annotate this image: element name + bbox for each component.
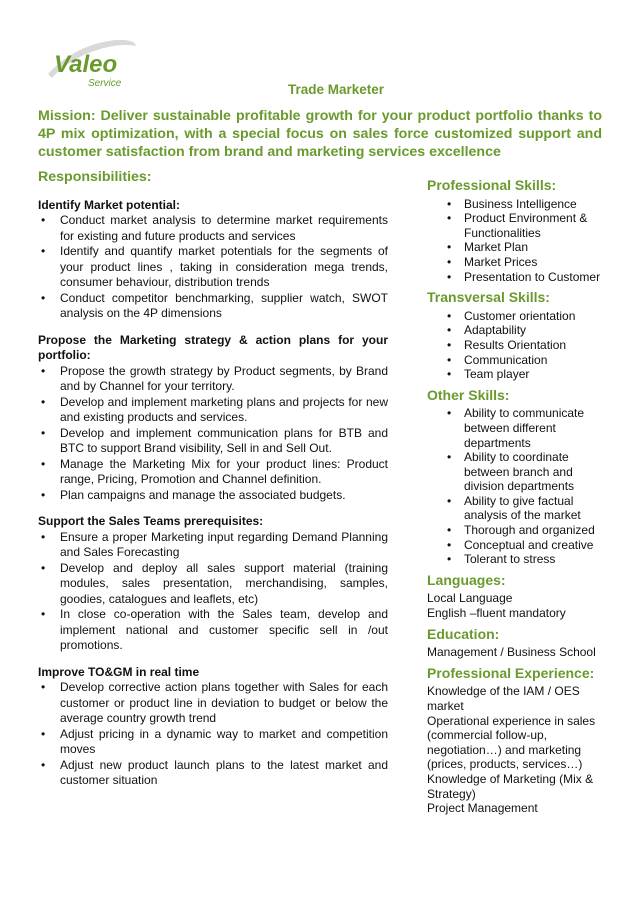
languages-line: Local Language (427, 591, 513, 606)
list-item: • Business Intelligence (447, 197, 607, 212)
languages-line: English –fluent mandatory (427, 606, 566, 621)
list-item: • Product Environment & Functionalities (447, 211, 607, 240)
responsibilities-column (38, 170, 388, 800)
list-item: • Develop and implement marketing plans and projects for new and existing products and services. (38, 395, 388, 426)
experience-line: Knowledge of Marketing (Mix & Strategy) (427, 771, 594, 801)
education-line: Management / Business School (427, 645, 596, 660)
list-item: • Propose the growth strategy by Product segments, by Brand and by Channel for your territory. (38, 364, 388, 395)
list-item: • Adjust new product launch plans to the latest market and customer situation (38, 758, 388, 789)
page-title: Trade Marketer (287, 82, 385, 97)
professional-skills (427, 178, 607, 284)
section-title: Improve TO&GM in real time (38, 664, 200, 679)
section-title: Propose the Marketing strategy & action plans for your portfolio: (38, 332, 388, 362)
skills-column (427, 178, 607, 822)
section-title: Support the Sales Teams prerequisites: (38, 514, 264, 528)
list-item: • Ability to coordinate between branch and division departments (447, 450, 607, 494)
responsibilities-heading: Responsibilities: (38, 169, 152, 185)
section-marketing-strategy (38, 333, 388, 504)
list-item: • Adaptability (447, 323, 607, 338)
list-item: • Presentation to Customer (447, 270, 607, 285)
transversal-skills (427, 290, 607, 382)
list-item: • Develop and deploy all sales support material (training modules, sales presentation, merchandising, samples, goodies, catalogues and leaflets, etc) (38, 561, 388, 608)
list-item: • Develop and implement communication plans for BTB and BTC to support Brand visibility, Sell in and Sell Out. (38, 426, 388, 457)
section-support-sales (38, 514, 388, 654)
languages-heading: Languages: (427, 571, 506, 588)
section-identify-market (38, 198, 388, 322)
other-skills-heading: Other Skills: (427, 386, 510, 403)
list-item: • Ability to give factual analysis of the market (447, 494, 607, 523)
list-item: • Tolerant to stress (447, 552, 607, 567)
logo-brand: Valeo (54, 51, 118, 78)
experience-line: Operational experience in sales (commercial follow-up, negotiation…) and marketing (prices, products, services…) (427, 713, 596, 772)
experience-line: Project Management (427, 801, 538, 816)
list-item: • Market Prices (447, 255, 607, 270)
professional-skills-heading: Professional Skills: (427, 177, 557, 193)
list-item: • Market Plan (447, 240, 607, 255)
education (427, 627, 607, 660)
transversal-skills-heading: Transversal Skills: (427, 289, 550, 306)
experience-line: Knowledge of the IAM / OES market (427, 684, 580, 713)
experience-heading: Professional Experience: (427, 664, 595, 681)
list-item: • Team player (447, 367, 607, 382)
education-heading: Education: (427, 625, 500, 642)
list-item: • Ability to communicate between different departments (447, 406, 607, 450)
mission-statement: Mission: Deliver sustainable profitable growth for your product portfolio thanks to 4P mix optimization, with a special focus on sales force customized support and customer satisfaction from brand and marketing services excellence (38, 108, 602, 160)
list-item: • Customer orientation (447, 309, 607, 324)
list-item: • Results Orientation (447, 338, 607, 353)
other-skills (427, 388, 607, 567)
languages (427, 573, 607, 621)
list-item: • Conduct market analysis to determine market requirements for existing and future products and services (38, 213, 388, 244)
list-item: • Ensure a proper Marketing input regarding Demand Planning and Sales Forecasting (38, 530, 388, 561)
list-item: • Plan campaigns and manage the associated budgets. (38, 488, 388, 504)
list-item: • Develop corrective action plans together with Sales for each customer or product line in deviation to budget or below the average country growth trend (38, 680, 388, 727)
list-item: • Manage the Marketing Mix for your product lines: Product range, Pricing, Promotion and Channel definition. (38, 457, 388, 488)
list-item: • In close co-operation with the Sales team, develop and implement national and customer specific sell in /out promotions. (38, 607, 388, 654)
list-item: • Thorough and organized (447, 523, 607, 538)
list-item: • Conduct competitor benchmarking, supplier watch, SWOT analysis on the 4P dimensions (38, 291, 388, 322)
list-item: • Communication (447, 353, 607, 368)
list-item: • Identify and quantify market potentials for the segments of your product lines , taking in consideration mega trends, consumer behaviour, distribution trends (38, 244, 388, 291)
logo-sub: Service (88, 78, 122, 89)
professional-experience (427, 666, 607, 816)
section-improve-togm (38, 665, 388, 789)
section-title: Identify Market potential: (38, 197, 181, 212)
list-item: • Adjust pricing in a dynamic way to market and competition moves (38, 727, 388, 758)
list-item: • Conceptual and creative (447, 538, 607, 553)
